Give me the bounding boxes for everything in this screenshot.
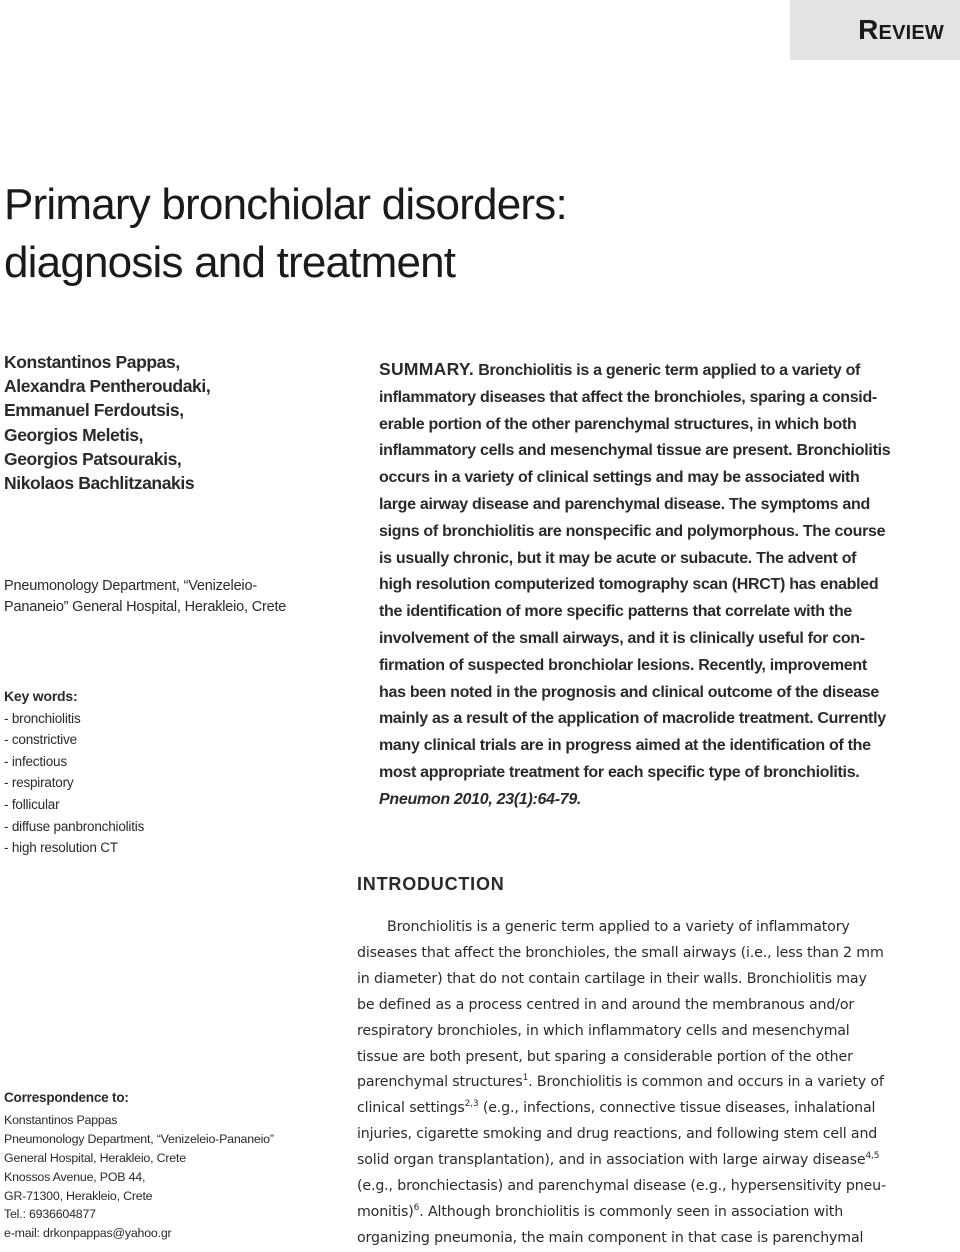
body-line [357,1148,957,1174]
summary-line: erable portion of the other parenchymal structures, in which both [379,415,857,433]
summary-line: is usually chronic, but it may be acute or subacute. The advent of [379,549,857,567]
author-list [4,350,334,495]
affiliation-line: Pananeio” General Hospital, Herakleio, Crete [4,599,287,615]
article-title-line: diagnosis and treatment [4,238,456,287]
article-title [4,176,764,292]
citation-ref: 6 [413,1202,420,1213]
body-line [357,915,957,941]
body-line [357,1070,957,1096]
summary-line: signs of bronchiolitis are nonspecific and polymorphous. The course [379,522,886,540]
affiliation-line: Pneumonology Department, “Venizeleio- [4,578,257,594]
body-text: clinical settings [357,1100,465,1117]
summary-line: has been noted in the prognosis and clinical outcome of the disease [379,683,879,701]
summary-line [379,356,941,385]
author-name: Nikolaos Bachlitzanakis [4,473,195,494]
body-text: monitis) [357,1203,414,1220]
author-name: Konstantinos Pappas, [4,352,180,372]
body-line [357,1096,957,1122]
keyword-item: - constrictive [4,732,77,748]
summary-line-text: Bronchiolitis is a generic term applied to a variety of [474,362,861,379]
summary-label: SUMMARY. [379,359,475,379]
correspondence-line: Konstantinos Pappas [4,1112,118,1127]
body-line [357,1200,957,1226]
summary-line: mainly as a result of the application of macrolide treatment. Currently [379,710,886,728]
keyword-item: - respiratory [4,775,74,791]
correspondence-line: General Hospital, Herakleio, Crete [4,1150,186,1165]
body-line: be defined as a process centred in and around the membranous and/or [357,996,855,1013]
keyword-item: - infectious [4,753,67,769]
affiliation [4,576,334,618]
correspondence-block [4,1089,334,1243]
body-text: . Although bronchiolitis is commonly seen in association with [419,1203,844,1220]
correspondence-line: Tel.: 6936604877 [4,1207,96,1222]
keyword-item: - follicular [4,796,60,812]
keywords-heading: Key words: [4,688,78,704]
body-text: solid organ transplantation), and in association with large airway disease [357,1152,866,1169]
body-line: injuries, cigarette smoking and drug reactions, and following stem cell and [357,1126,878,1143]
summary-line: inflammatory cells and mesenchymal tissue are present. Bronchiolitis [379,442,891,460]
citation-ref: 2,3 [464,1099,479,1110]
introduction-body [357,915,957,1252]
section-tag-label: Review [858,14,944,45]
section-tag [790,0,960,60]
correspondence-line: Pneumonology Department, “Venizeleio-Pananeio” [4,1131,274,1146]
correspondence-email: e-mail: drkonpappas@yahoo.gr [4,1226,172,1241]
keyword-item: - bronchiolitis [4,710,81,726]
body-line: tissue are both present, but sparing a considerable portion of the other [357,1048,853,1065]
body-text: Bronchiolitis is a generic term applied to a variety of inflammatory [387,919,850,935]
summary-line: firmation of suspected bronchiolar lesions. Recently, improvement [379,656,867,674]
body-line: diseases that affect the bronchioles, the small airways (i.e., less than 2 mm [357,944,884,961]
correspondence-line: Knossos Avenue, POB 44, [4,1169,146,1184]
summary-line: large airway disease and parenchymal disease. The symptoms and [379,495,870,513]
body-text: parenchymal structures [357,1074,523,1091]
summary-line: many clinical trials are in progress aimed at the identification of the [379,737,871,755]
abstract-summary [379,356,941,814]
citation-ref: 4,5 [865,1151,880,1162]
introduction-heading: INTRODUCTION [357,874,505,894]
summary-line: most appropriate treatment for each specific type of bronchiolitis. [379,763,860,781]
body-line: organizing pneumonia, the main component in that case is parenchymal [357,1229,864,1246]
body-line: (e.g., bronchiectasis) and parenchymal disease (e.g., hypersensitivity pneu- [357,1178,886,1195]
body-line: respiratory bronchioles, in which inflammatory cells and mesenchymal [357,1022,850,1039]
keywords-block [4,686,334,859]
summary-line: involvement of the small airways, and it is clinically useful for con- [379,629,865,647]
summary-line: the identification of more specific patterns that correlate with the [379,603,853,621]
article-title-line: Primary bronchiolar disorders: [4,180,567,229]
summary-line: occurs in a variety of clinical settings and may be associated with [379,469,860,487]
author-name: Alexandra Pentheroudaki, [4,376,211,397]
summary-line: high resolution computerized tomography scan (HRCT) has enabled [379,576,879,594]
author-name: Georgios Patsourakis, [4,448,182,469]
correspondence-heading: Correspondence to: [4,1090,129,1105]
author-name: Emmanuel Ferdoutsis, [4,400,184,421]
journal-citation: Pneumon 2010, 23(1):64-79. [379,790,582,808]
author-name: Georgios Meletis, [4,424,144,445]
body-line: in diameter) that do not contain cartilage in their walls. Bronchiolitis may [357,970,867,987]
body-text: . Bronchiolitis is common and occurs in a variety of [528,1074,884,1091]
correspondence-line: GR-71300, Herakleio, Crete [4,1188,153,1203]
citation-ref: 1 [522,1073,529,1084]
keyword-item: - high resolution CT [4,840,118,856]
keyword-item: - diffuse panbronchiolitis [4,818,145,834]
body-text: (e.g., infections, connective tissue diseases, inhalational [478,1100,876,1117]
summary-line: inflammatory diseases that affect the bronchioles, sparing a consid- [379,388,877,406]
